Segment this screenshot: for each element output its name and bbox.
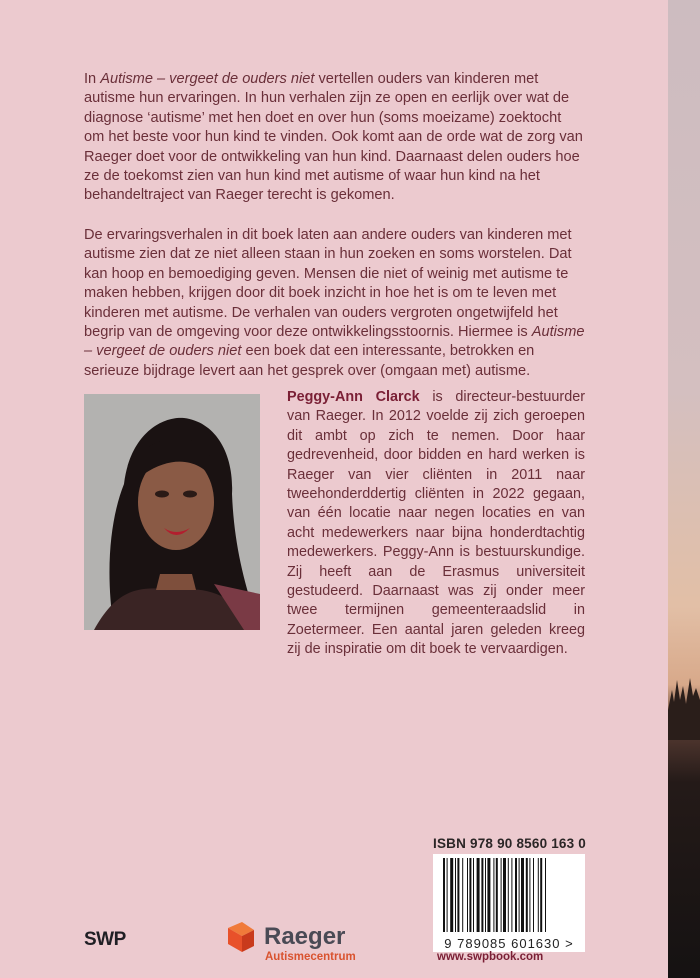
barcode-digits: 9 789085 601630 > bbox=[433, 936, 585, 951]
isbn-label: ISBN 978 90 8560 163 0 bbox=[433, 836, 587, 851]
raeger-logo-name: Raeger bbox=[264, 923, 346, 950]
second-paragraph: De ervaringsverhalen in dit boek laten aan andere ouders van kinderen met autisme zien dat ze niet alleen staan in hun zoeken en soms worstelen. Dat kan hoop en bemoediging geven. Mensen die niet of weinig met autisme te maken hebben, krijgen door dit boek inzicht in hoe het is om te leven met kinderen met autisme. De verhalen van ouders vergroten ongetwijfeld het begrip van de omgeving voor deze ontwikkelingsstoornis. Hiermee is Autisme – vergeet de ouders niet een boek dat een interessante, betrokken en serieuze bijdrage levert aan het gesprek over (omgaan met) autisme. bbox=[84, 227, 585, 379]
tree-silhouette bbox=[668, 650, 700, 740]
publisher-website: www.swpbook.com bbox=[437, 951, 544, 963]
book-title-italic: Autisme – vergeet de ouders niet bbox=[100, 71, 315, 87]
author-name: Peggy-Ann Clarck bbox=[287, 389, 420, 405]
raeger-logo-icon bbox=[222, 918, 256, 954]
swp-logo: SWP bbox=[84, 929, 126, 950]
author-bio: Peggy-Ann Clarck is directeur-bestuurder van Raeger. In 2012 voelde zij zich geroepen dit ambt op zich te nemen. Door haar gedrevenheid, door bidden en hard werken is Raeger van vier cliënten in 2011 naar tweehonderddertig cliënten in 2022 gegaan, van één locatie naar negen locaties en van acht medewerkers naar bijna honderdtachtig medewerkers. Peggy-Ann is bestuurskundige. Zij heeft aan de Erasmus universiteit gestudeerd. Daarnaast was zij onder meer twee termijnen gemeenteraadslid in Zoetermeer. Een aantal jaren geleden kreeg zij de inspiratie om dit boek te vervaardigen. bbox=[287, 389, 586, 658]
author-photo bbox=[84, 394, 260, 630]
author-portrait-illustration bbox=[84, 394, 260, 630]
intro-paragraph: In Autisme – vergeet de ouders niet vertellen ouders van kinderen met autisme hun ervaringen. In hun verhalen zijn ze open en eerlijk over wat de diagnose ‘autisme’ met hen doet en over hun (soms moeizame) zoektocht om het beste voor hun kind te vinden. Ook komt aan de orde wat de zorg van Raeger doet voor de ontwikkeling van hun kind. Daarnaast delen ouders hoe ze de toekomst zien van hun kind met autisme of waar hun kind na het behandeltraject van Raeger terecht is gekomen. bbox=[84, 71, 583, 204]
raeger-logo-subtitle: Autismecentrum bbox=[265, 951, 356, 963]
book-spine bbox=[668, 0, 700, 978]
book-title-italic: Autisme – vergeet de ouders niet bbox=[84, 324, 585, 360]
barcode-bars bbox=[433, 854, 585, 936]
